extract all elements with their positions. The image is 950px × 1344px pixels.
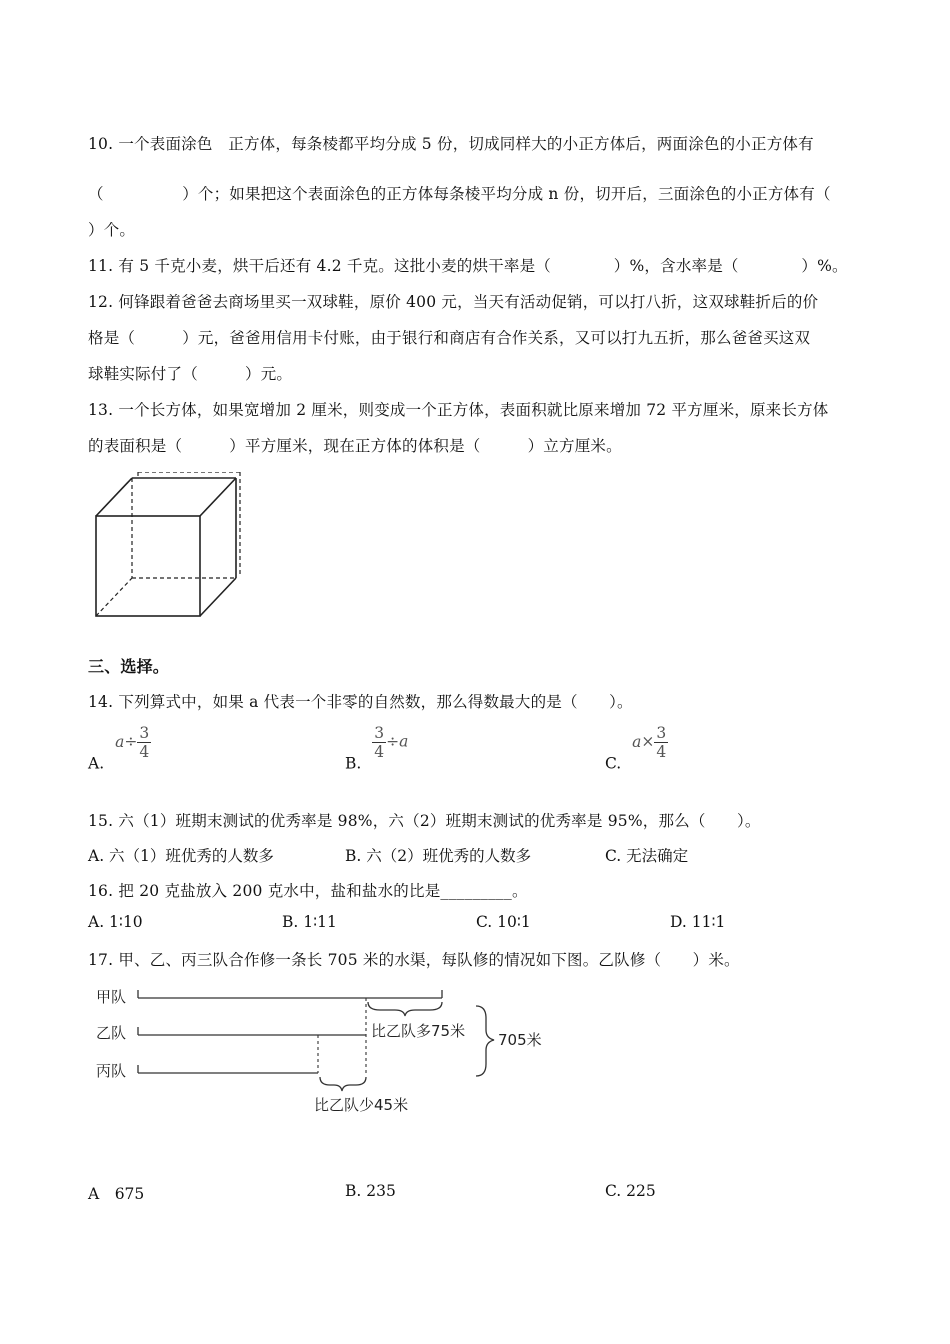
q17-stem: 17. 甲、乙、丙三队合作修一条长 705 米的水渠，每队修的情况如下图。乙队修（ ）米。 — [88, 951, 740, 969]
q17-more-label: 比乙队多75米 — [371, 1022, 466, 1040]
q12-line-1: 12. 何锋跟着爸爸去商场里买一双球鞋，原价 400 元，当天有活动促销，可以打八折，这双球鞋折后的价 — [88, 293, 819, 311]
q17-less-brace — [320, 1077, 366, 1091]
q17-more-brace — [368, 1002, 442, 1016]
q15-option-c[interactable]: C. 无法确定 — [605, 847, 689, 865]
q11-line-1: 11. 有 5 千克小麦，烘干后还有 4.2 千克。这批小麦的烘干率是（ ）%，含水率是（ ）%。 — [88, 257, 848, 275]
q14-a-fraction — [137, 724, 151, 761]
q16-option-a[interactable]: A. 1∶10 — [88, 913, 143, 931]
q16-option-d[interactable]: D. 11∶1 — [670, 913, 726, 931]
q14-b-fraction — [372, 724, 386, 761]
q17-less-label: 比乙队少45米 — [314, 1096, 409, 1114]
q17-option-c[interactable]: C. 225 — [605, 1182, 656, 1200]
q14-c-num: 3 — [656, 724, 667, 742]
q10-line-2: （ ）个；如果把这个表面涂色的正方体每条棱平均分成 n 份，切开后，三面涂色的小正方体有（ — [88, 185, 831, 203]
cuboid-front-face — [96, 516, 200, 616]
q14-b-var: a — [399, 732, 409, 751]
q14-b-num: 3 — [374, 724, 385, 742]
q14-option-b[interactable] — [345, 724, 408, 773]
q16-option-c[interactable]: C. 10∶1 — [476, 913, 531, 931]
cuboid-edge-top-left — [96, 478, 132, 516]
q14-b-den: 4 — [374, 743, 385, 761]
q17-total-brace — [476, 1006, 494, 1076]
q15-option-a[interactable]: A. 六（1）班优秀的人数多 — [88, 847, 274, 865]
q17-label-bing: 丙队 — [96, 1062, 127, 1080]
q15-option-b[interactable]: B. 六（2）班优秀的人数多 — [345, 847, 532, 865]
q17-label-yi: 乙队 — [96, 1024, 127, 1042]
section-3-heading: 三、选择。 — [88, 657, 170, 676]
q14-option-a-label: A. — [88, 754, 105, 773]
q14-a-den: 4 — [139, 743, 150, 761]
q14-c-den: 4 — [656, 743, 667, 761]
q14-a-num: 3 — [139, 724, 150, 742]
q14-option-a[interactable] — [88, 724, 151, 773]
q16-option-b[interactable]: B. 1∶11 — [282, 913, 337, 931]
q14-b-div: ÷ — [386, 732, 400, 751]
q10-line-1: 10. 一个表面涂色 正方体，每条棱都平均分成 5 份，切成同样大的小正方体后，两面涂色的小正方体有 — [88, 135, 814, 153]
q14-c-var: a — [632, 732, 642, 751]
q14-option-c[interactable] — [605, 724, 668, 773]
q13-line-1: 13. 一个长方体，如果宽增加 2 厘米，则变成一个正方体，表面积就比原来增加 72 平方厘米，原来长方体 — [88, 401, 829, 419]
q10-line-3: ）个。 — [88, 221, 136, 239]
q14-c-fraction — [654, 724, 668, 761]
q14-option-b-label: B. — [345, 754, 362, 773]
q14-stem: 14. 下列算式中，如果 a 代表一个非零的自然数，那么得数最大的是（ ）。 — [88, 693, 633, 711]
q16-stem: 16. 把 20 克盐放入 200 克水中，盐和盐水的比是_________。 — [88, 882, 528, 900]
q17-option-b[interactable]: B. 235 — [345, 1182, 396, 1200]
q14-option-c-label: C. — [605, 754, 622, 773]
q13-line-2: 的表面积是（ ）平方厘米，现在正方体的体积是（ ）立方厘米。 — [88, 437, 622, 455]
q12-line-2: 格是（ ）元，爸爸用信用卡付账，由于银行和商店有合作关系，又可以打九五折，那么爸爸买这双 — [88, 329, 811, 347]
q15-stem: 15. 六（1）班期末测试的优秀率是 98%，六（2）班期末测试的优秀率是 95%，那么（ ）。 — [88, 812, 761, 830]
cuboid-hidden-edge-diagonal — [96, 578, 132, 616]
q14-a-div: ÷ — [124, 732, 138, 751]
cuboid-figure — [90, 472, 245, 622]
q14-c-mul: × — [641, 732, 655, 751]
q17-label-jia: 甲队 — [96, 988, 127, 1006]
q17-option-a[interactable]: A 675 — [88, 1185, 145, 1203]
q17-total-label: 705米 — [498, 1031, 542, 1049]
q14-a-var: a — [115, 732, 125, 751]
q17-segment-diagram — [90, 980, 560, 1120]
q12-line-3: 球鞋实际付了（ ）元。 — [88, 365, 293, 383]
cuboid-edge-bottom-right — [200, 578, 236, 616]
cuboid-edge-top-right — [200, 478, 236, 516]
